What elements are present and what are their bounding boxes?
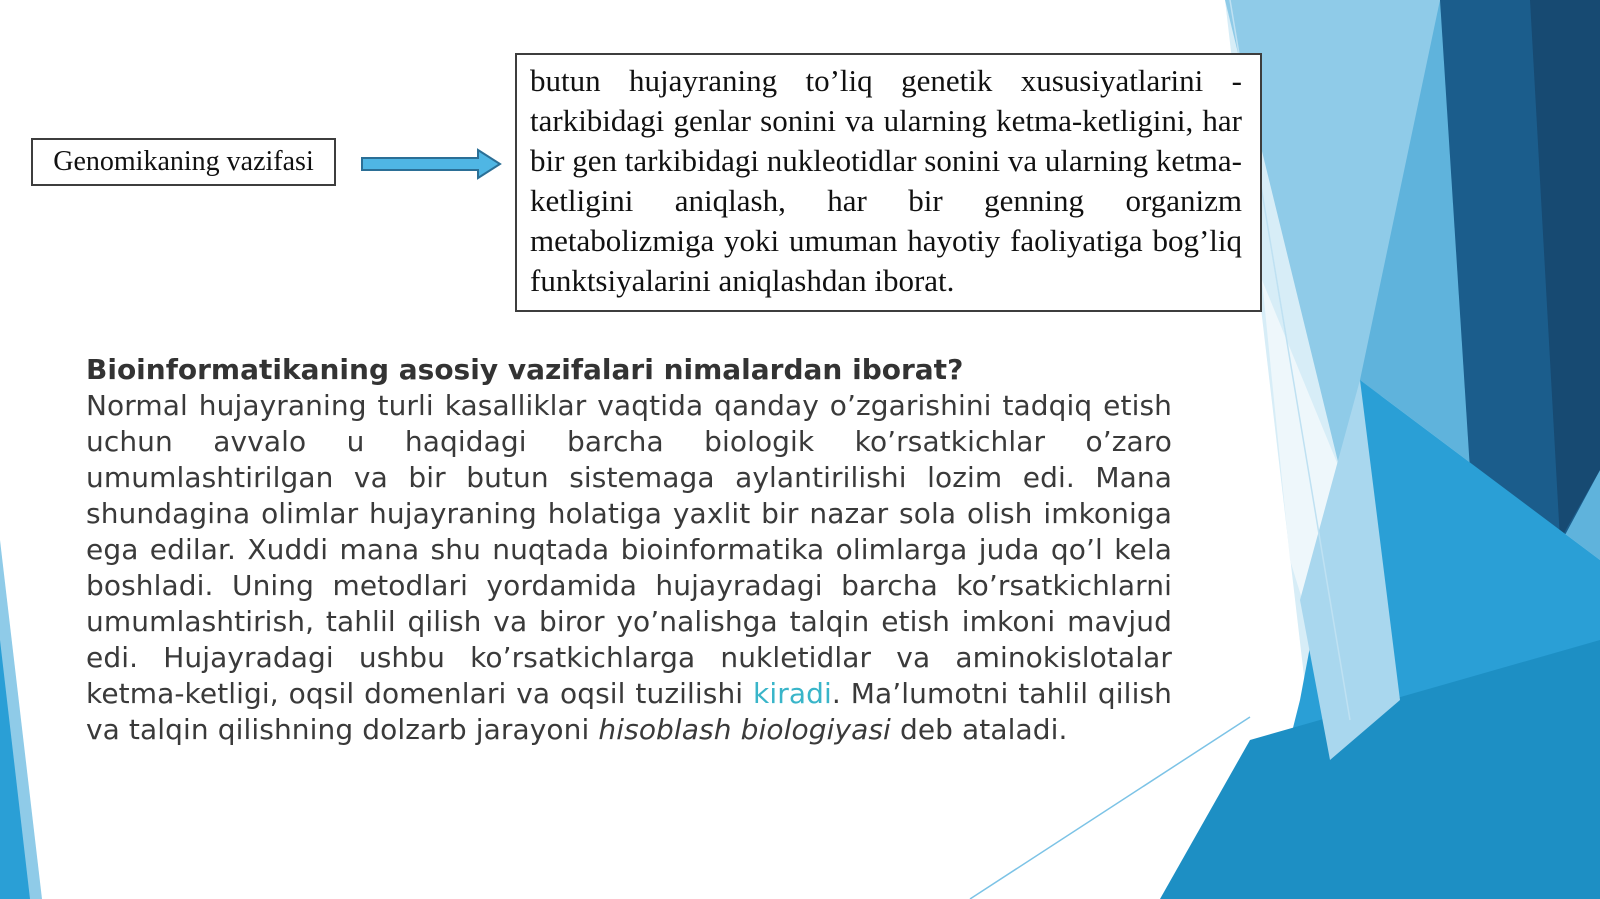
genomics-label-box: Genomikaning vazifasi: [31, 138, 336, 186]
main-text-block: [86, 352, 1172, 748]
body-paragraph: [86, 388, 1172, 748]
paragraph-text-1: Normal hujayraning turli kasalliklar vaqtida qanday o’zgarishini tadqiq etish uchun avvalo u haqidagi barcha biologik ko’rsatkichlar o’zaro umumlashtirilgan va bir butun sistemaga aylantirilishi lozim edi. Mana shundagina olimlar hujayraning holatiga yaxlit bir nazar sola olish imkoniga ega edilar. Xuddi mana shu nuqtada bioinformatika olimlarga juda qo’l kela boshladi. Uning metodlari yordamida hujayradagi barcha ko’rsatkichlarni umumlashtirish, tahlil qilish va biror yo’nalishga talqin etish imkoni mavjud edi. Hujayradagi ushbu ko’rsatkichlarga nukletidlar va aminokislotalar ketma-ketligi, oqsil domenlari va oqsil tuzilishi: [86, 389, 1172, 710]
kiradi-link[interactable]: kiradi: [753, 677, 832, 710]
genomics-definition-box: butun hujayraning to’liq genetik xususiyatlarini - tarkibidagi genlar sonini va ularning ketma-ketligini, har bir gen tarkibidagi nukleotidlar sonini va ularning ketma-ketligini aniqlash, har bir genning organizm metabolizmiga yoki umuman hayotiy faoliyatiga bog’liq funktsiyalarini aniqlashdan iborat.: [515, 53, 1262, 312]
italic-term: hisoblash biologiyasi: [598, 713, 891, 746]
right-arrow-icon: [360, 148, 502, 180]
section-heading: Bioinformatikaning asosiy vazifalari nimalardan iborat?: [86, 353, 964, 386]
paragraph-text-2: . Ma’lumotni tahlil qilish va talqin qilishning dolzarb jarayoni: [86, 677, 1172, 746]
paragraph-text-3: deb ataladi.: [890, 713, 1068, 746]
